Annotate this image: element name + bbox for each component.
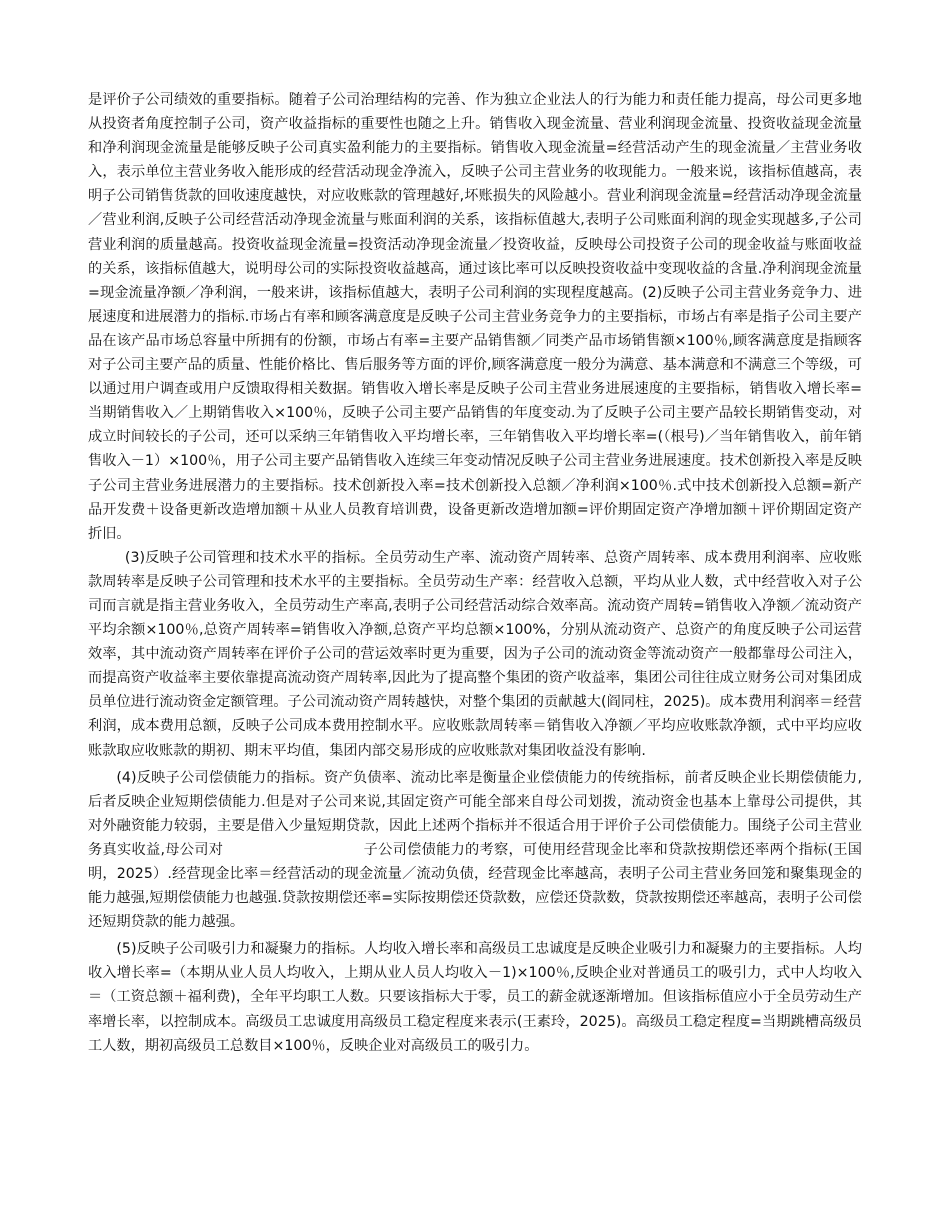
paragraph-solvency-text-before: (4)反映子公司偿债能力的指标。资产负债率、流动比率是衡量企业偿债能力的传统指标，前者反映企业长期偿债能力,后者反映企业短期偿债能力.但是对子公司来说,其固定资产可能全部来自母公司划拨，流动资金也基本上靠母公司提供，其对外融资能力较弱，主要是借入少量短期贷款，因此上述两个指标并不很适合用于评价子公司偿债能力。围绕子公司主营业务真实收益,母公司对 [88,769,862,858]
paragraph-solvency-indicators [88,766,862,935]
paragraph-profitability-indicators: 是评价子公司绩效的重要指标。随着子公司治理结构的完善、作为独立企业法人的行为能力和责任能力提高，母公司更多地从投资者角度控制子公司，资产收益指标的重要性也随之上升。销售收入现金流量、营业利润现金流量、投资收益现金流量和净利润现金流量是能够反映子公司真实盈利能力的主要指标。销售收入现金流量=经营活动产生的现金流量／主营业务收入，表示单位主营业务收入能形成的经营活动现金净流入，反映子公司主营业务的收现能力。一般来说，该指标值越高，表明子公司销售货款的回收速度越快，对应收账款的管理越好,坏账损失的风险越小。营业利润现金流量=经营活动净现金流量／营业利润,反映子公司经营活动净现金流量与账面利润的关系，该指标值越大,表明子公司账面利润的现金实现越多,子公司营业利润的质量越高。投资收益现金流量=投资活动净现金流量／投资收益，反映母公司投资子公司的现金收益与账面收益的关系，该指标值越大，说明母公司的实际投资收益越高，通过该比率可以反映投资收益中变现收益的含量.净利润现金流量=现金流量净额／净利润，一般来讲，该指标值越大，表明子公司利润的实现程度越高。(2)反映子公司主营业务竞争力、进展速度和进展潜力的指标.市场占有率和顾客满意度是反映子公司主营业务竞争力的主要指标，市场占有率是指子公司主要产品在该产品市场总容量中所拥有的份额，市场占有率=主要产品销售额／同类产品市场销售额×100％,顾客满意度是指顾客对子公司主要产品的质量、性能价格比、售后服务等方面的评价,顾客满意度一般分为满意、基本满意和不满意三个等级，可以通过用户调查或用户反馈取得相关数据。销售收入增长率是反映子公司主营业务进展速度的主要指标，销售收入增长率=当期销售收入／上期销售收入×100％，反映子公司主要产品销售的年度变动.为了反映子公司主要产品较长期销售变动，对成立时间较长的子公司，还可以采纳三年销售收入平均增长率，三年销售收入平均增长率=(（根号)／当年销售收入，前年销售收入－1）×100％，用子公司主要产品销售收入连续三年变动情况反映子公司主营业务进展速度。技术创新投入率是反映子公司主营业务进展潜力的主要指标。技术创新投入率=技术创新投入总额／净利润×100％.式中技术创新投入总额=新产品开发费＋设备更新改造增加额＋从业人员教育培训费，设备更新改造增加额=评价期固定资产净增加额＋评价期固定资产折旧。 [88,92,862,542]
paragraph-solvency-text-after: 子公司偿债能力的考察，可使用经营现金比率和贷款按期偿还率两个指标(王国明，2025）.经营现金比率＝经营活动的现金流量／流动负债，经营现金比率越高，表明子公司主营业务回笼和聚集现金的能力越强,短期偿债能力也越强.贷款按期偿还率=实际按期偿还贷款数，应偿还贷款数，贷款按期偿还率越高，表明子公司偿还短期贷款的能力越强。 [88,841,862,931]
document-body [88,88,862,1058]
paragraph-attraction-indicators: (5)反映子公司吸引力和凝聚力的指标。人均收入增长率和高级员工忠诚度是反映企业吸引力和凝聚力的主要指标。人均收入增长率=（本期从业人员人均收入，上期从业人员人均收入－1)×100％,反映企业对普通员工的吸引力，式中人均收入＝（工资总额＋福利费)，全年平均职工人数。只要该指标大于零，员工的薪金就逐渐增加。但该指标值应小于全员劳动生产率增长率，以控制成本。高级员工忠诚度用高级员工稳定程度来表示(王素玲，2025)。高级员工稳定程度=当期跳槽高级员工人数，期初高级员工总数目×100％，反映企业对高级员工的吸引力。 [88,941,862,1054]
paragraph-management-indicators: (3)反映子公司管理和技术水平的指标。全员劳动生产率、流动资产周转率、总资产周转率、成本费用利润率、应收账款周转率是反映子公司管理和技术水平的主要指标。全员劳动生产率：经营收入总额，平均从业人数，式中经营收入对子公司而言就是指主营业务收入，全员劳动生产率高,表明子公司经营活动综合效率高。流动资产周转=销售收入净额／流动资产平均余额×100％,总资产周转率=销售收入净额,总资产平均总额×100%，分别从流动资产、总资产的角度反映子公司运营效率，其中流动资产周转率在评价子公司的营运效率时更为重要，因为子公司的流动资金等流动资产一般都靠母公司注入，而提高资产收益率主要依靠提高流动资产周转率,因此为了提高整个集团的资产收益率，集团公司往往成立财务公司对集团成员单位进行流动资金定额管理。子公司流动资产周转越快，对整个集团的贡献越大(阎同柱，2025)。成本费用利润率＝经营利润，成本费用总额，反映子公司成本费用控制水平。应收账款周转率＝销售收入净额／平均应收账款净额，式中平均应收账款取应收账款的期初、期末平均值，集团内部交易形成的应收账款对集团收益没有影响. [88,549,862,759]
